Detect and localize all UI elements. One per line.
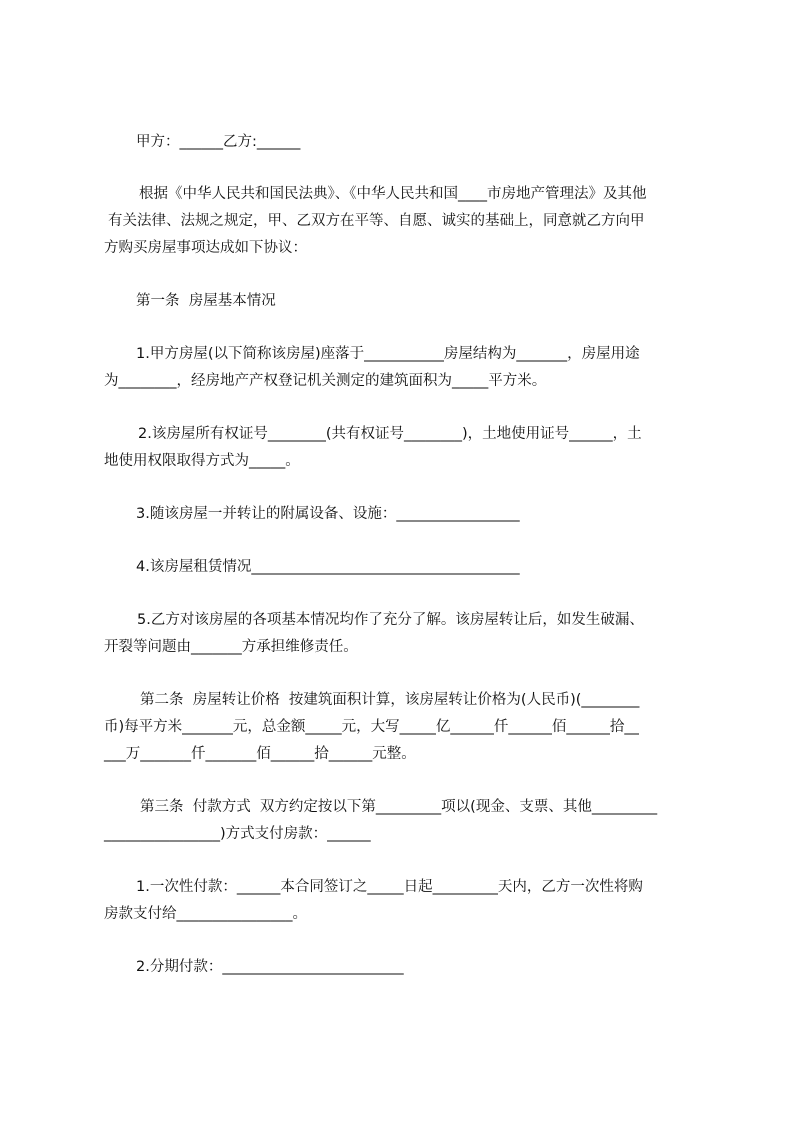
article2-line-2: 币)每平方米_______元，总金额_____元，大写_____亿______仟______佰______拾__ bbox=[104, 719, 639, 735]
article1-item3: 3.随该房屋一并转让的附属设备、设施：_________________ bbox=[136, 506, 520, 522]
article2-line-3: ___万_______仟_______佰______拾______元整。 bbox=[104, 746, 416, 762]
intro-line-2: 有关法律、法规之规定，甲、乙双方在平等、自愿、诚实的基础上，同意就乙方向甲 bbox=[108, 213, 645, 229]
intro-line-1: 根据《中华人民共和国民法典》、《中华人民共和国____市房地产管理法》及其他 bbox=[139, 186, 647, 202]
article3-item2: 2.分期付款：_________________________ bbox=[136, 959, 404, 975]
article1-item2-line-1: 2.该房屋所有权证号________(共有权证号________)，土地使用证号______，土 bbox=[138, 426, 642, 442]
article3-line-1: 第三条 付款方式 双方约定按以下第_________项以(现金、支票、其他_________ bbox=[140, 799, 658, 815]
intro-line-3: 方购买房屋事项达成如下协议： bbox=[104, 240, 307, 256]
article1-item5-line-2: 开裂等问题由_______方承担维修责任。 bbox=[104, 639, 358, 655]
article1-item4: 4.该房屋租赁情况_____________________________________ bbox=[136, 559, 520, 575]
article1-item2-line-2: 地使用权限取得方式为_____。 bbox=[104, 453, 300, 469]
article2-line-1: 第二条 房屋转让价格 按建筑面积计算，该房屋转让价格为(人民币)(________ bbox=[140, 692, 640, 708]
parties-line: 甲方：______乙方:______ bbox=[136, 134, 301, 150]
article3-item1-line-1: 1.一次性付款：______本合同签订之_____日起_________天内，乙方一次性将购 bbox=[136, 879, 643, 895]
article1-title: 第一条 房屋基本情况 bbox=[136, 293, 276, 309]
article1-item1-line-2: 为________，经房地产产权登记机关测定的建筑面积为_____平方米。 bbox=[104, 373, 547, 389]
article1-item1-line-1: 1.甲方房屋(以下简称该房屋)座落于___________房屋结构为_______，房屋用途 bbox=[136, 346, 640, 362]
article3-line-2: ________________)方式支付房款：______ bbox=[104, 826, 371, 842]
article1-item5-line-1: 5.乙方对该房屋的各项基本情况均作了充分了解。该房屋转让后，如发生破漏、 bbox=[137, 612, 644, 628]
article3-item1-line-2: 房款支付给________________。 bbox=[104, 906, 307, 922]
